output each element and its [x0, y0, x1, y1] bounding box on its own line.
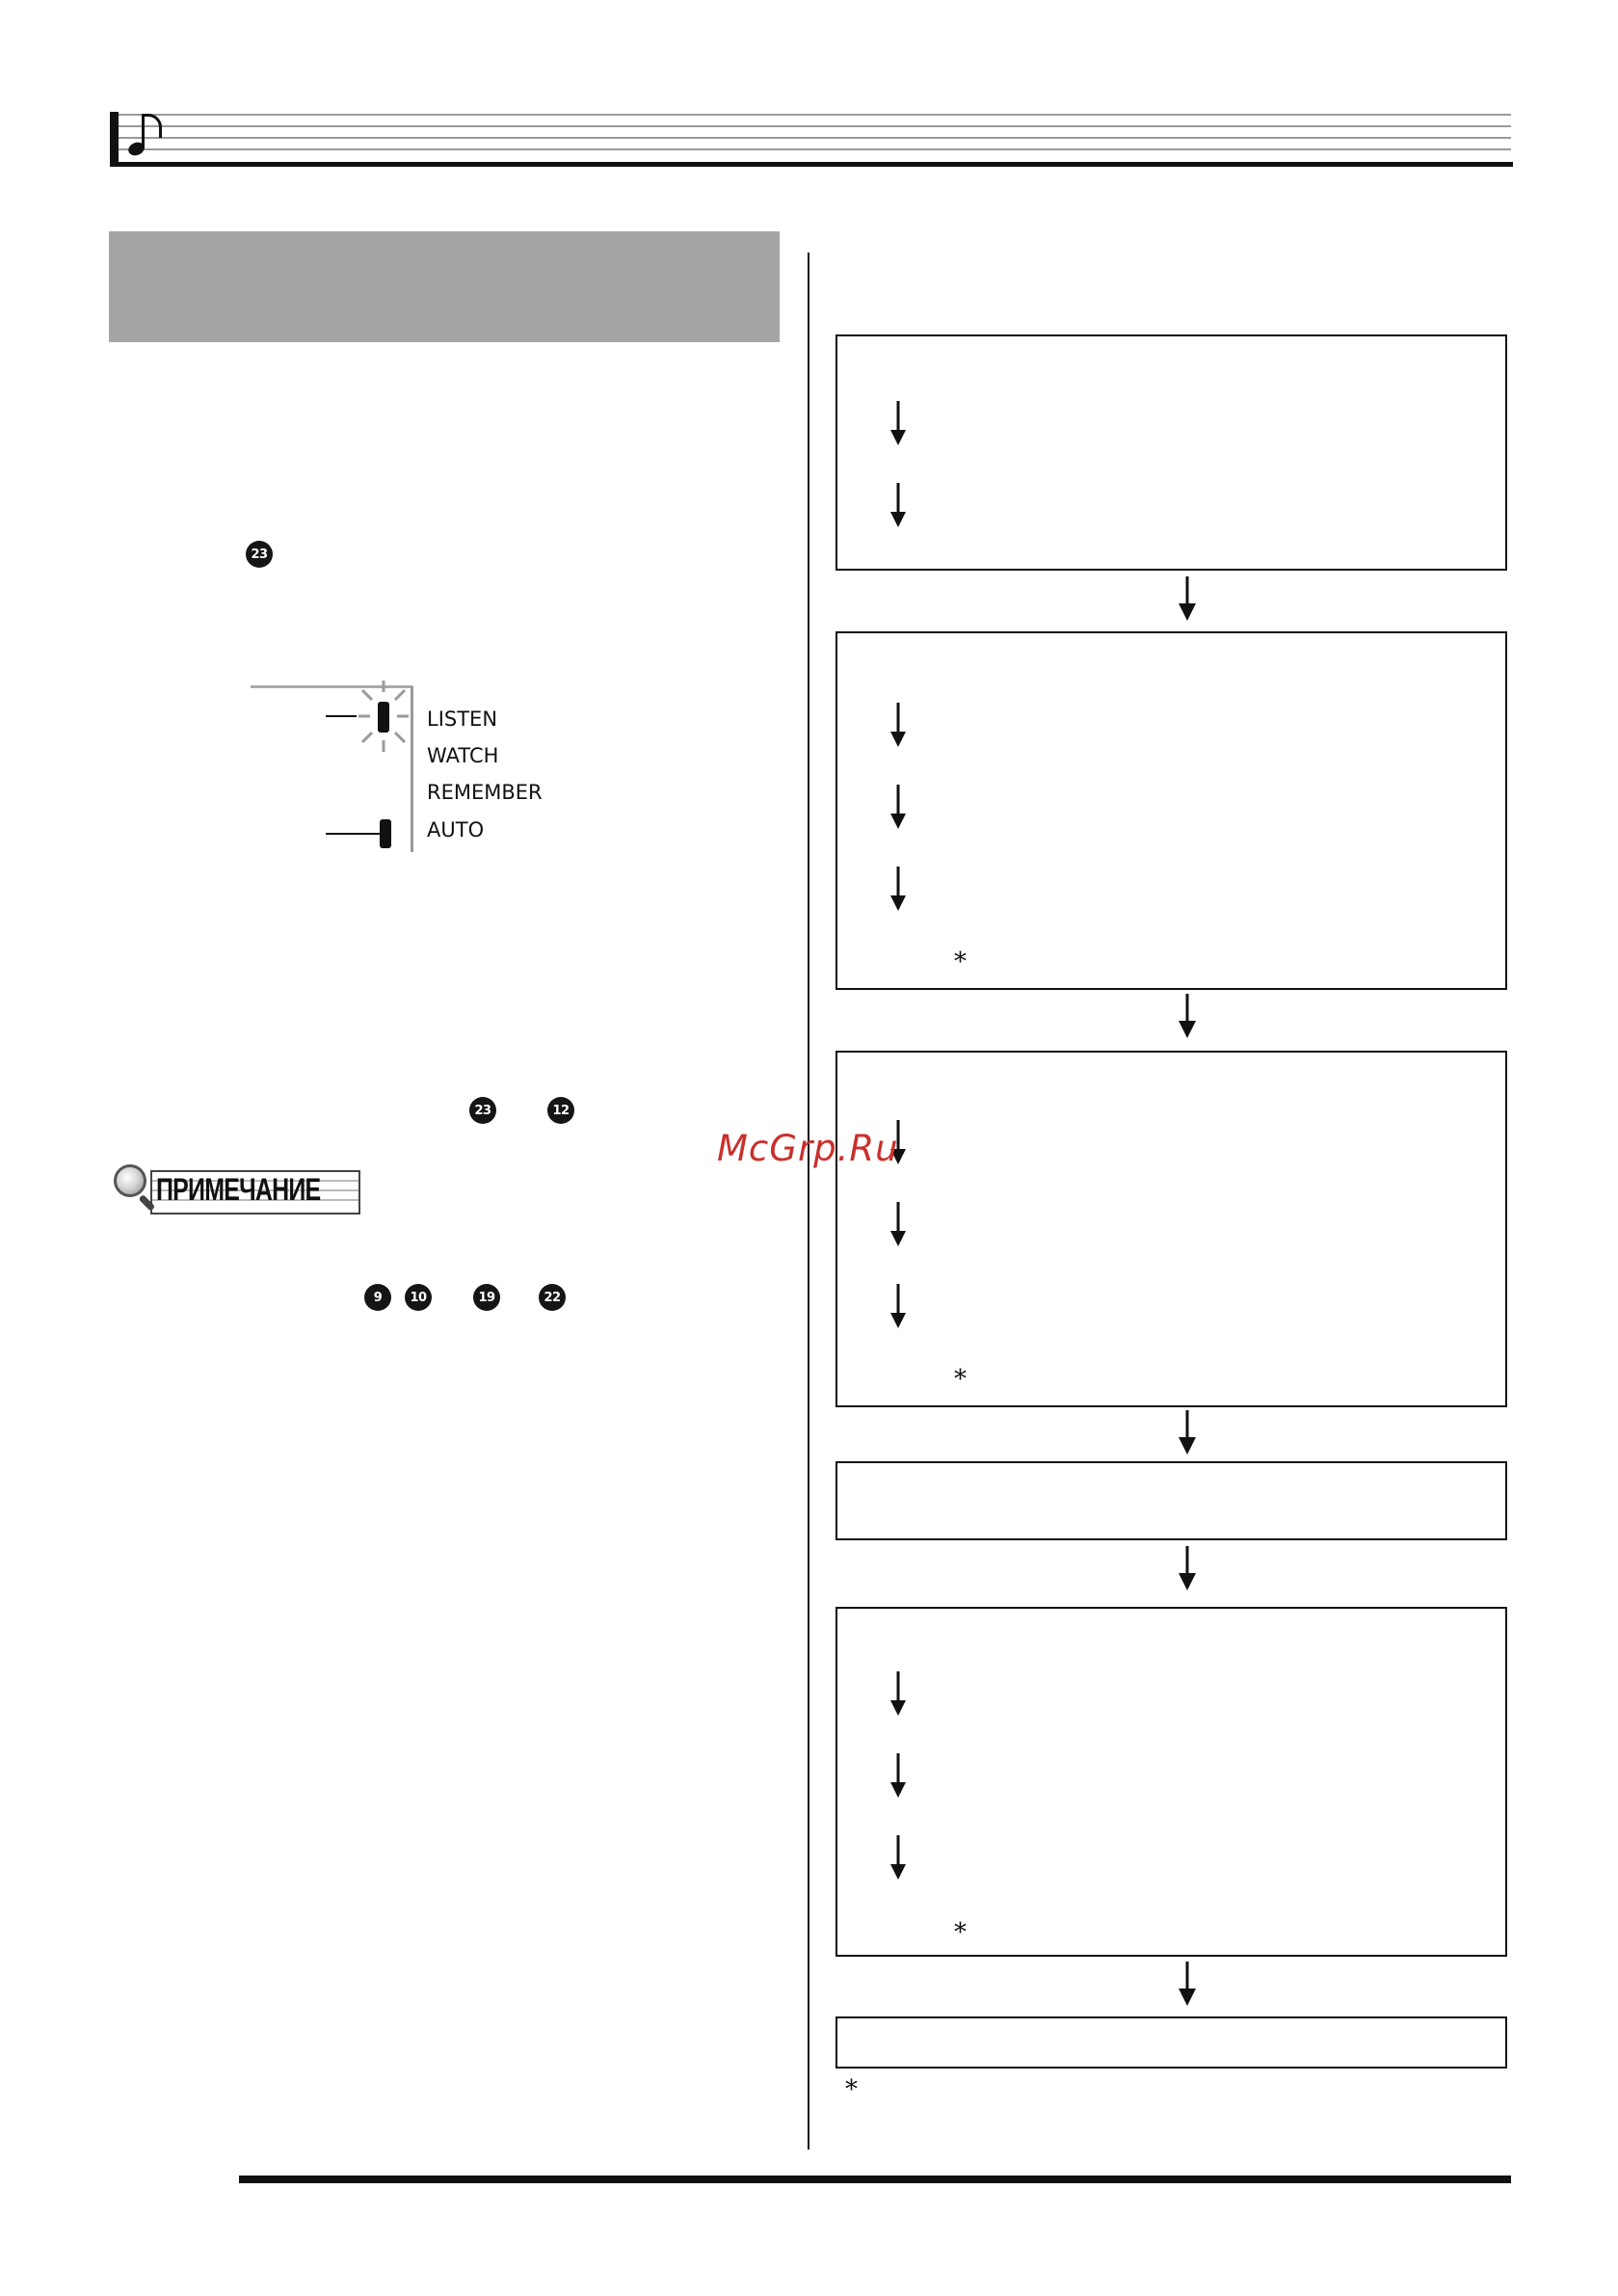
footer-line	[239, 2176, 1511, 2183]
indicator-label-watch: WATCH	[427, 744, 499, 767]
button-number-marker: 19	[473, 1284, 500, 1311]
asterisk: *	[954, 948, 967, 976]
button-number-marker: 12	[547, 1097, 574, 1124]
button-number-marker: 9	[364, 1284, 391, 1311]
watermark-text: McGrp.Ru	[717, 1128, 899, 1169]
button-number-marker: 23	[469, 1097, 496, 1124]
button-number-marker: 23	[246, 541, 273, 568]
note-label: ПРИМЕЧАНИЕ	[156, 1172, 321, 1207]
button-number-marker: 22	[539, 1284, 566, 1311]
indicator-label-listen: LISTEN	[427, 707, 498, 731]
indicator-label-remember: REMEMBER	[427, 781, 543, 804]
asterisk: *	[845, 2075, 858, 2104]
asterisk: *	[954, 1918, 967, 1947]
asterisk: *	[954, 1365, 967, 1394]
indicator-label-auto: AUTO	[427, 818, 485, 841]
arrow-down-icon	[890, 401, 1196, 2006]
button-number-marker: 10	[405, 1284, 432, 1311]
